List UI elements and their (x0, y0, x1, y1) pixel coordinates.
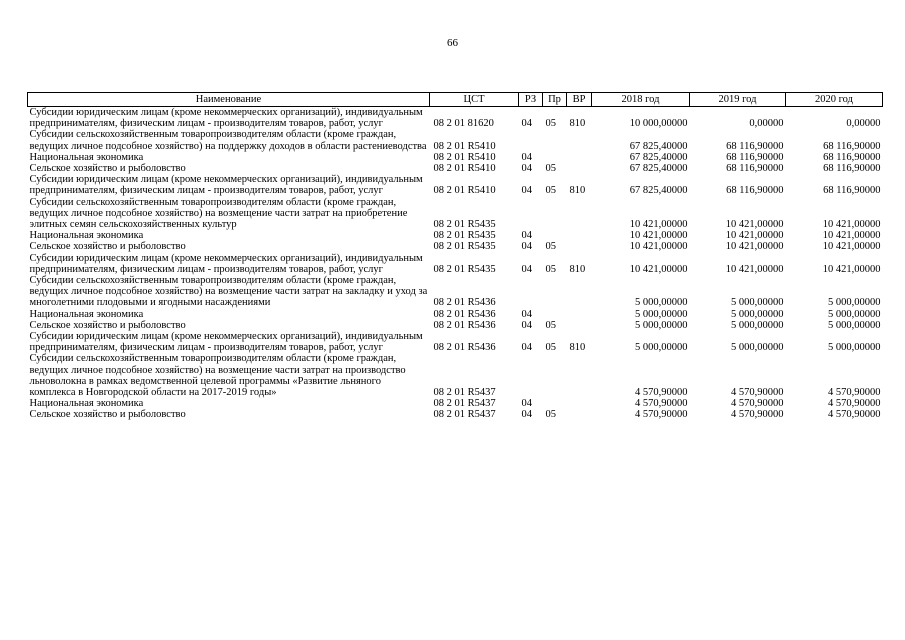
cell-y2019: 10 421,00000 (725, 219, 784, 231)
cell-cst: 08 2 01 R5410 (433, 151, 496, 163)
cell-pr: 05 (545, 163, 556, 175)
cell-y2020: 10 421,00000 (822, 230, 881, 242)
cell-y2018: 10 421,00000 (629, 241, 688, 253)
cell-vr (567, 309, 592, 320)
cell-rz (519, 197, 543, 231)
cell-rz: 04 (521, 185, 532, 197)
cell-pr: 05 (545, 185, 556, 197)
cell-rz: 04 (521, 230, 532, 242)
table-row (28, 241, 883, 252)
table-row (28, 197, 883, 231)
cell-y2019: 4 570,90000 (731, 398, 784, 410)
cell-rz: 04 (521, 241, 532, 253)
cell-rz: 04 (521, 118, 532, 130)
cell-name: Субсидии юридическим лицам (кроме некоммерческих организаций), индивидуальным предпринимателям, физическим лицам - производителям товаров, работ, услуг (29, 107, 423, 130)
cell-y2019: 5 000,00000 (731, 297, 784, 309)
header-vr: ВР (567, 93, 592, 107)
cell-rz (519, 275, 543, 309)
cell-y2019: 4 570,90000 (731, 387, 784, 399)
cell-y2018: 67 825,40000 (629, 151, 688, 163)
cell-name: Субсидии юридическим лицам (кроме некоммерческих организаций), индивидуальным предпринимателям, физическим лицам - производителям товаров, работ, услуг (29, 331, 423, 354)
cell-pr (543, 129, 567, 151)
cell-vr: 810 (569, 185, 586, 197)
cell-cst: 08 2 01 R5436 (433, 319, 496, 331)
cell-y2019: 5 000,00000 (731, 342, 784, 354)
table-row (28, 331, 883, 353)
cell-y2018: 5 000,00000 (635, 342, 688, 354)
table-row (28, 275, 883, 309)
cell-vr (567, 275, 592, 309)
cell-y2019: 5 000,00000 (731, 319, 784, 331)
cell-vr (567, 129, 592, 151)
cell-pr (543, 398, 567, 409)
table-row (28, 320, 883, 331)
cell-y2020: 5 000,00000 (828, 308, 881, 320)
cell-rz: 04 (521, 163, 532, 175)
cell-y2018: 4 570,90000 (635, 409, 688, 421)
cell-name: Сельское хозяйство и рыболовство (29, 319, 186, 331)
header-2019: 2019 год (690, 93, 786, 107)
header-row (28, 93, 883, 107)
table-row (28, 107, 883, 130)
cell-pr (543, 353, 567, 398)
cell-rz: 04 (521, 151, 532, 163)
cell-pr (543, 309, 567, 320)
cell-y2018: 10 421,00000 (629, 263, 688, 275)
cell-y2018: 10 421,00000 (629, 230, 688, 242)
header-pr: Пр (543, 93, 567, 107)
header-name: Наименование (28, 93, 430, 107)
cell-name: Сельское хозяйство и рыболовство (29, 241, 186, 253)
cell-vr: 810 (569, 118, 586, 130)
budget-table (27, 92, 883, 421)
cell-cst: 08 2 01 R5410 (433, 185, 496, 197)
cell-y2020: 68 116,90000 (823, 140, 881, 152)
table-row (28, 129, 883, 151)
cell-vr (567, 409, 592, 420)
cell-vr (567, 320, 592, 331)
cell-name: Национальная экономика (29, 151, 144, 163)
cell-y2019: 0,00000 (749, 118, 784, 130)
cell-y2020: 10 421,00000 (822, 219, 881, 231)
cell-y2020: 4 570,90000 (828, 409, 881, 421)
cell-pr (543, 197, 567, 231)
cell-vr (567, 197, 592, 231)
table-body (28, 107, 883, 421)
cell-y2018: 67 825,40000 (629, 140, 688, 152)
cell-name: Субсидии сельскохозяйственным товаропроизводителям области (кроме граждан, ведущих личное подсобное хозяйство) на поддержку доходов в области растениеводства (29, 129, 427, 152)
cell-cst: 08 2 01 R5436 (433, 342, 496, 354)
cell-vr (567, 398, 592, 409)
cell-cst: 08 2 01 81620 (433, 118, 494, 130)
table-row (28, 409, 883, 420)
page-number: 66 (447, 37, 458, 49)
cell-y2019: 68 116,90000 (726, 163, 784, 175)
cell-name: Национальная экономика (29, 308, 144, 320)
cell-cst: 08 2 01 R5437 (433, 409, 496, 421)
cell-pr: 05 (545, 241, 556, 253)
cell-vr (567, 152, 592, 163)
cell-y2019: 5 000,00000 (731, 308, 784, 320)
cell-rz (519, 353, 543, 398)
cell-name: Субсидии сельскохозяйственным товаропроизводителям области (кроме граждан, ведущих личное подсобное хозяйство) на возмещение части затрат на производство льноволокна в рамках ведомственной целевой программы «Развитие льняного комплекса в Новгородской области на 2017-2019 годы» (29, 353, 406, 399)
cell-y2020: 68 116,90000 (823, 185, 881, 197)
cell-name: Субсидии юридическим лицам (кроме некоммерческих организаций), индивидуальным предпринимателям, физическим лицам - производителям товаров, работ, услуг (29, 174, 423, 197)
cell-y2019: 10 421,00000 (725, 263, 784, 275)
cell-y2018: 67 825,40000 (629, 163, 688, 175)
cell-y2019: 4 570,90000 (731, 409, 784, 421)
cell-pr: 05 (545, 319, 556, 331)
cell-y2020: 5 000,00000 (828, 342, 881, 354)
cell-rz: 04 (521, 342, 532, 354)
cell-y2019: 10 421,00000 (725, 241, 784, 253)
cell-vr: 810 (569, 263, 586, 275)
table-row (28, 152, 883, 163)
cell-pr (543, 152, 567, 163)
cell-rz: 04 (521, 398, 532, 410)
cell-cst: 08 2 01 R5410 (433, 163, 496, 175)
table-row (28, 353, 883, 398)
cell-name: Сельское хозяйство и рыболовство (29, 409, 186, 421)
cell-cst: 08 2 01 R5435 (433, 263, 496, 275)
cell-rz (519, 129, 543, 151)
cell-pr: 05 (545, 263, 556, 275)
cell-y2018: 10 421,00000 (629, 219, 688, 231)
cell-y2019: 68 116,90000 (726, 140, 784, 152)
cell-y2018: 10 000,00000 (629, 118, 688, 130)
cell-pr: 05 (545, 342, 556, 354)
cell-y2020: 10 421,00000 (822, 241, 881, 253)
cell-y2019: 10 421,00000 (725, 230, 784, 242)
header-2020: 2020 год (786, 93, 883, 107)
cell-y2020: 68 116,90000 (823, 151, 881, 163)
cell-name: Национальная экономика (29, 230, 144, 242)
cell-y2020: 0,00000 (846, 118, 881, 130)
cell-rz: 04 (521, 409, 532, 421)
table-row (28, 163, 883, 174)
cell-y2019: 68 116,90000 (726, 185, 784, 197)
cell-y2018: 4 570,90000 (635, 398, 688, 410)
cell-y2018: 5 000,00000 (635, 297, 688, 309)
cell-rz: 04 (521, 308, 532, 320)
cell-cst: 08 2 01 R5435 (433, 241, 496, 253)
table-row (28, 230, 883, 241)
cell-vr (567, 230, 592, 241)
cell-y2018: 5 000,00000 (635, 319, 688, 331)
table-row (28, 253, 883, 275)
table-row (28, 174, 883, 196)
cell-pr: 05 (545, 118, 556, 130)
cell-cst: 08 2 01 R5436 (433, 297, 496, 309)
cell-rz: 04 (521, 263, 532, 275)
header-cst: ЦСТ (430, 93, 519, 107)
cell-y2020: 5 000,00000 (828, 297, 881, 309)
cell-y2018: 4 570,90000 (635, 387, 688, 399)
table-row (28, 398, 883, 409)
cell-y2020: 4 570,90000 (828, 387, 881, 399)
cell-y2020: 4 570,90000 (828, 398, 881, 410)
cell-name: Сельское хозяйство и рыболовство (29, 163, 186, 175)
cell-vr (567, 353, 592, 398)
cell-y2018: 5 000,00000 (635, 308, 688, 320)
cell-rz: 04 (521, 319, 532, 331)
cell-vr: 810 (569, 342, 586, 354)
cell-y2018: 67 825,40000 (629, 185, 688, 197)
cell-pr: 05 (545, 409, 556, 421)
cell-name: Субсидии сельскохозяйственным товаропроизводителям области (кроме граждан, ведущих личное подсобное хозяйство) на возмещение части затрат на закладку и уход за многолетними плодовыми и ягодными насаждениями (29, 275, 428, 309)
cell-y2019: 68 116,90000 (726, 151, 784, 163)
table-row (28, 309, 883, 320)
cell-name: Субсидии юридическим лицам (кроме некоммерческих организаций), индивидуальным предпринимателям, физическим лицам - производителям товаров, работ, услуг (29, 252, 423, 275)
cell-y2020: 10 421,00000 (822, 263, 881, 275)
cell-cst: 08 2 01 R5437 (433, 387, 496, 399)
cell-name: Национальная экономика (29, 398, 144, 410)
cell-vr (567, 163, 592, 174)
cell-vr (567, 241, 592, 252)
cell-cst: 08 2 01 R5436 (433, 308, 496, 320)
cell-y2020: 5 000,00000 (828, 319, 881, 331)
cell-name: Субсидии сельскохозяйственным товаропроизводителям области (кроме граждан, ведущих личное подсобное хозяйство) на возмещение части затрат на приобретение элитных семян сельскохозяйственных культур (29, 196, 408, 231)
cell-pr (543, 230, 567, 241)
cell-pr (543, 275, 567, 309)
header-2018: 2018 год (592, 93, 690, 107)
cell-cst: 08 2 01 R5410 (433, 140, 496, 152)
cell-cst: 08 2 01 R5435 (433, 230, 496, 242)
header-rz: РЗ (519, 93, 543, 107)
cell-cst: 08 2 01 R5437 (433, 398, 496, 410)
cell-y2020: 68 116,90000 (823, 163, 881, 175)
cell-cst: 08 2 01 R5435 (433, 219, 496, 231)
